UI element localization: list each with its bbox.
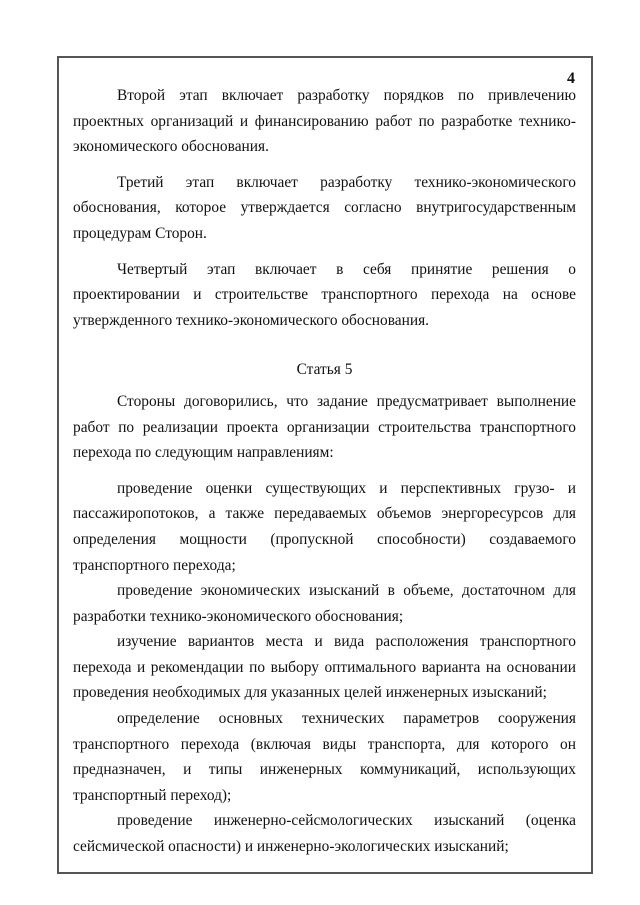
paragraph-stage-four: Четвертый этап включает в себя принятие решения о проектировании и строительстве транспортного перехода на основе утвержденного технико-экономического обоснования. — [73, 260, 576, 329]
paragraph-item-economic-surveys: проведение экономических изысканий в объеме, достаточном для разработки технико-экономического обоснования; — [73, 582, 576, 625]
paragraph-item-technical-parameters: определение основных технических параметров сооружения транспортного перехода (включая виды транспорта, для которого он предназначен, и типы инженерных коммуникаций, использующих транспортный переход); — [73, 710, 576, 804]
document-body — [73, 83, 576, 860]
article-heading: Статья 5 — [296, 361, 353, 379]
paragraph-item-seismic-surveys: проведение инженерно-сейсмологических изысканий (оценка сейсмической опасности) и инженерно-экологических изысканий; — [73, 812, 576, 856]
paragraph-stage-two: Второй этап включает разработку порядков по привлечению проектных организаций и финансированию работ по разработке технико-экономического обоснования. — [73, 87, 576, 156]
paragraph-item-location-options: изучение вариантов места и вида расположения транспортного перехода и рекомендации по выбору оптимального варианта на основании проведения необходимых для указанных целей инженерных изысканий; — [73, 633, 576, 702]
paragraph-item-traffic-assessment: проведение оценки существующих и перспективных грузо- и пассажиропотоков, а также передаваемых объемов энергоресурсов для определения мощности (пропускной способности) создаваемого транспортного перехода; — [73, 479, 576, 574]
paragraph-article-intro: Стороны договорились, что задание предусматривает выполнение работ по реализации проекта организации строительства транспортного перехода по следующим направлениям: — [73, 392, 576, 462]
page-number: 4 — [567, 70, 575, 87]
paragraph-stage-three: Третий этап включает разработку технико-экономического обоснования, которое утверждается согласно внутригосударственным процедурам Сторон. — [73, 173, 576, 242]
